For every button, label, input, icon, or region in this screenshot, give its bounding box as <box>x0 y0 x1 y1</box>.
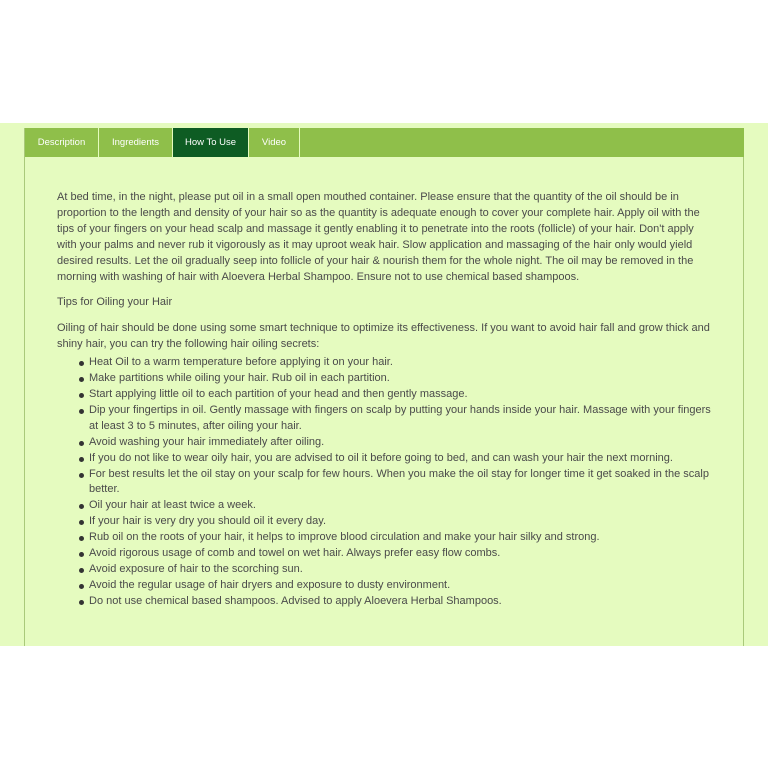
tab-video[interactable]: Video <box>249 128 300 157</box>
tab-description[interactable]: Description <box>25 128 99 157</box>
product-tabs-panel <box>24 128 744 646</box>
list-item: If you do not like to wear oily hair, you are advised to oil it before going to bed, and can wash your hair the next morning. <box>89 451 712 467</box>
intro-paragraph: At bed time, in the night, please put oil in a small open mouthed container. Please ensure that the quantity of the oil should be in proportion to the length and density of your hair so as the quantity is adequate enough to cover your complete hair. Apply oil with the tips of your fingers on your head scalp and massage it gently enabling it to penetrate into the roots (follicle) of your hair. Don't apply with your palms and never rub it vigorously as it may uproot weak hair. Slow application and massaging of the hair only would yield desired results. Let the oil gradually seep into follicle of your hair & nourish them for the whole night. The oil may be removed in the morning with washing of hair with Aloevera Herbal Shampoo. Ensure not to use chemical based shampoos. <box>57 191 700 283</box>
how-to-use-content <box>57 190 712 610</box>
list-item: Oil your hair at least twice a week. <box>89 498 712 514</box>
list-item: Make partitions while oiling your hair. Rub oil in each partition. <box>89 371 712 387</box>
list-item: Do not use chemical based shampoos. Advised to apply Aloevera Herbal Shampoos. <box>89 594 712 610</box>
list-item: Avoid the regular usage of hair dryers and exposure to dusty environment. <box>89 578 712 594</box>
list-item: Avoid washing your hair immediately after oiling. <box>89 435 712 451</box>
tips-heading: Tips for Oiling your Hair <box>57 296 173 309</box>
list-item: If your hair is very dry you should oil it every day. <box>89 514 712 530</box>
list-item: Avoid rigorous usage of comb and towel on wet hair. Always prefer easy flow combs. <box>89 546 712 562</box>
list-item: Heat Oil to a warm temperature before applying it on your hair. <box>89 355 712 371</box>
list-item: Dip your fingertips in oil. Gently massage with fingers on scalp by putting your hands inside your hair. Massage with your fingers at least 3 to 5 minutes, after oiling your hair. <box>89 403 712 435</box>
list-item: For best results let the oil stay on your scalp for few hours. When you make the oil stay for longer time it get soaked in the scalp better. <box>89 467 712 499</box>
tab-ingredients[interactable]: Ingredients <box>99 128 173 157</box>
list-item: Avoid exposure of hair to the scorching sun. <box>89 562 712 578</box>
tips-intro-paragraph: Oiling of hair should be done using some smart technique to optimize its effectiveness. If you want to avoid hair fall and grow thick and shiny hair, you can try the following hair oiling secrets: <box>57 322 710 351</box>
tab-how-to-use[interactable]: How To Use <box>173 128 249 157</box>
tab-bar <box>25 128 744 157</box>
list-item: Rub oil on the roots of your hair, it helps to improve blood circulation and make your hair silky and strong. <box>89 530 712 546</box>
tips-list <box>57 355 712 610</box>
list-item: Start applying little oil to each partition of your head and then gently massage. <box>89 387 712 403</box>
